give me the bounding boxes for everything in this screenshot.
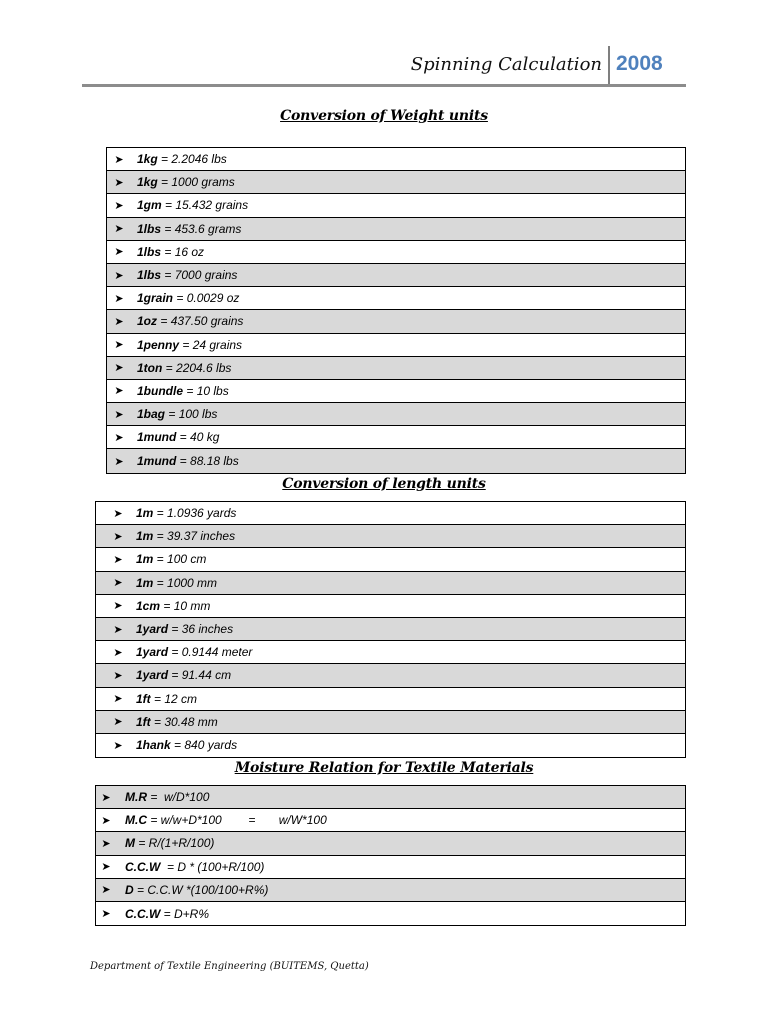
table-row: [96, 809, 685, 832]
bullet-arrow-icon: ➤: [114, 385, 124, 398]
bullet-arrow-icon: ➤: [114, 246, 124, 259]
table-row: [107, 357, 685, 380]
row-label: 1ton: [137, 360, 163, 375]
table-row: [96, 595, 685, 618]
row-value: = 12 cm: [150, 691, 198, 706]
header-year: 2008: [616, 52, 663, 75]
row-label: C.C.W: [125, 906, 161, 921]
row-label: 1bag: [137, 407, 166, 422]
row-label: 1yard: [136, 622, 169, 637]
table-row: [96, 502, 685, 525]
bullet-arrow-icon: ➤: [101, 837, 111, 850]
row-label: 1kg: [137, 152, 158, 167]
bullet-arrow-icon: ➤: [113, 553, 123, 566]
header-rule: [82, 84, 686, 87]
row-value: = 40 kg: [176, 430, 220, 445]
bullet-arrow-icon: ➤: [114, 269, 124, 282]
bullet-arrow-icon: ➤: [114, 153, 124, 166]
bullet-arrow-icon: ➤: [113, 507, 123, 520]
row-value: = 2.2046 lbs: [157, 152, 227, 167]
header-separator: [608, 46, 610, 84]
table-row: [96, 688, 685, 711]
table-row: [96, 879, 685, 902]
bullet-arrow-icon: ➤: [114, 292, 124, 305]
row-value: = 0.9144 meter: [168, 645, 253, 660]
table-row: [96, 618, 685, 641]
section-title-weight: Conversion of Weight units: [280, 108, 488, 124]
row-value: = 10 lbs: [183, 383, 229, 398]
table-row: [107, 264, 685, 287]
table-row: [96, 786, 685, 809]
table-row: [96, 856, 685, 879]
row-value: = 30.48 mm: [150, 714, 218, 729]
row-label: 1m: [136, 529, 154, 544]
table-row: [107, 334, 685, 357]
row-label: 1lbs: [137, 268, 162, 283]
row-value: = C.C.W *(100/100+R%): [133, 882, 269, 897]
row-label: 1grain: [137, 291, 174, 306]
bullet-arrow-icon: ➤: [101, 791, 111, 804]
row-value: = 39.37 inches: [153, 529, 236, 544]
row-label: 1penny: [137, 337, 180, 352]
table-row: [107, 171, 685, 194]
row-label: 1m: [136, 575, 154, 590]
row-label: 1m: [136, 506, 154, 521]
row-label: 1oz: [137, 314, 158, 329]
bullet-arrow-icon: ➤: [114, 455, 124, 468]
row-value: = D * (100+R/100): [160, 859, 265, 874]
table-row: [107, 287, 685, 310]
row-value: = w/D*100: [147, 790, 210, 805]
row-value: = 1000 mm: [153, 575, 218, 590]
bullet-arrow-icon: ➤: [114, 315, 124, 328]
bullet-arrow-icon: ➤: [113, 669, 123, 682]
bullet-arrow-icon: ➤: [113, 577, 123, 590]
bullet-arrow-icon: ➤: [113, 600, 123, 613]
page-header: [82, 44, 686, 86]
row-label: 1cm: [136, 598, 161, 613]
bullet-arrow-icon: ➤: [113, 739, 123, 752]
table-row: [107, 380, 685, 403]
bullet-arrow-icon: ➤: [113, 530, 123, 543]
section-title-length: Conversion of length units: [282, 476, 486, 492]
row-value: = 1000 grams: [157, 175, 235, 190]
table-row: [107, 403, 685, 426]
table-row: [96, 572, 685, 595]
table-row: [107, 426, 685, 449]
row-value: = 36 inches: [168, 622, 234, 637]
row-value: = D+R%: [160, 906, 210, 921]
page-footer: Department of Textile Engineering (BUITEMS, Quetta): [90, 961, 369, 972]
row-value: = 15.432 grains: [161, 198, 249, 213]
row-value: = 24 grains: [179, 337, 243, 352]
row-value: = 1.0936 yards: [153, 506, 237, 521]
row-label: 1ft: [136, 691, 151, 706]
bullet-arrow-icon: ➤: [113, 623, 123, 636]
bullet-arrow-icon: ➤: [113, 716, 123, 729]
row-value: = 10 mm: [160, 598, 211, 613]
row-value: = 2204.6 lbs: [162, 360, 232, 375]
row-value: = 16 oz: [161, 244, 205, 259]
row-label: M: [125, 836, 135, 851]
bullet-arrow-icon: ➤: [114, 362, 124, 375]
row-label: 1mund: [137, 430, 177, 445]
table-row: [107, 194, 685, 217]
table-row: [96, 641, 685, 664]
bullet-arrow-icon: ➤: [101, 908, 111, 921]
table-row: [107, 218, 685, 241]
table-row: [96, 664, 685, 687]
table-row: [96, 832, 685, 855]
row-value: = 437.50 grains: [157, 314, 244, 329]
row-label: 1lbs: [137, 244, 162, 259]
row-value: = 88.18 lbs: [176, 454, 239, 469]
table-row: [96, 525, 685, 548]
row-label: M.R: [125, 790, 147, 805]
bullet-arrow-icon: ➤: [114, 431, 124, 444]
row-value: = 100 cm: [153, 552, 207, 567]
row-value: = 91.44 cm: [168, 668, 232, 683]
row-label: C.C.W: [125, 859, 161, 874]
row-value: = R/(1+R/100): [135, 836, 215, 851]
header-title: Spinning Calculation: [410, 54, 602, 75]
length-conversion-table: [95, 501, 686, 758]
row-label: 1yard: [136, 668, 169, 683]
table-row: [96, 548, 685, 571]
moisture-relation-table: [95, 785, 686, 926]
row-label: 1m: [136, 552, 154, 567]
bullet-arrow-icon: ➤: [101, 861, 111, 874]
row-label: 1lbs: [137, 221, 162, 236]
table-row: [96, 711, 685, 734]
section-title-moisture: Moisture Relation for Textile Materials: [234, 760, 534, 776]
bullet-arrow-icon: ➤: [113, 646, 123, 659]
row-value: = 100 lbs: [165, 407, 218, 422]
row-label: 1hank: [136, 738, 171, 753]
row-value: = 0.0029 oz: [173, 291, 240, 306]
row-value: = 7000 grains: [161, 268, 238, 283]
bullet-arrow-icon: ➤: [114, 223, 124, 236]
row-label: M.C: [125, 813, 147, 828]
bullet-arrow-icon: ➤: [114, 408, 124, 421]
row-value: = w/w+D*100 = w/W*100: [147, 813, 327, 828]
row-value: = 840 yards: [170, 738, 238, 753]
table-row: [107, 310, 685, 333]
table-row: [107, 148, 685, 171]
table-row: [96, 902, 685, 925]
table-row: [107, 449, 685, 472]
weight-conversion-table: [106, 147, 686, 474]
bullet-arrow-icon: ➤: [114, 339, 124, 352]
bullet-arrow-icon: ➤: [114, 199, 124, 212]
row-label: 1bundle: [137, 383, 184, 398]
row-label: 1mund: [137, 454, 177, 469]
bullet-arrow-icon: ➤: [101, 884, 111, 897]
bullet-arrow-icon: ➤: [101, 814, 111, 827]
bullet-arrow-icon: ➤: [114, 176, 124, 189]
table-row: [107, 241, 685, 264]
table-row: [96, 734, 685, 757]
row-label: D: [125, 882, 134, 897]
row-label: 1ft: [136, 714, 151, 729]
row-label: 1yard: [136, 645, 169, 660]
bullet-arrow-icon: ➤: [113, 693, 123, 706]
row-value: = 453.6 grams: [161, 221, 242, 236]
row-label: 1kg: [137, 175, 158, 190]
row-label: 1gm: [137, 198, 162, 213]
